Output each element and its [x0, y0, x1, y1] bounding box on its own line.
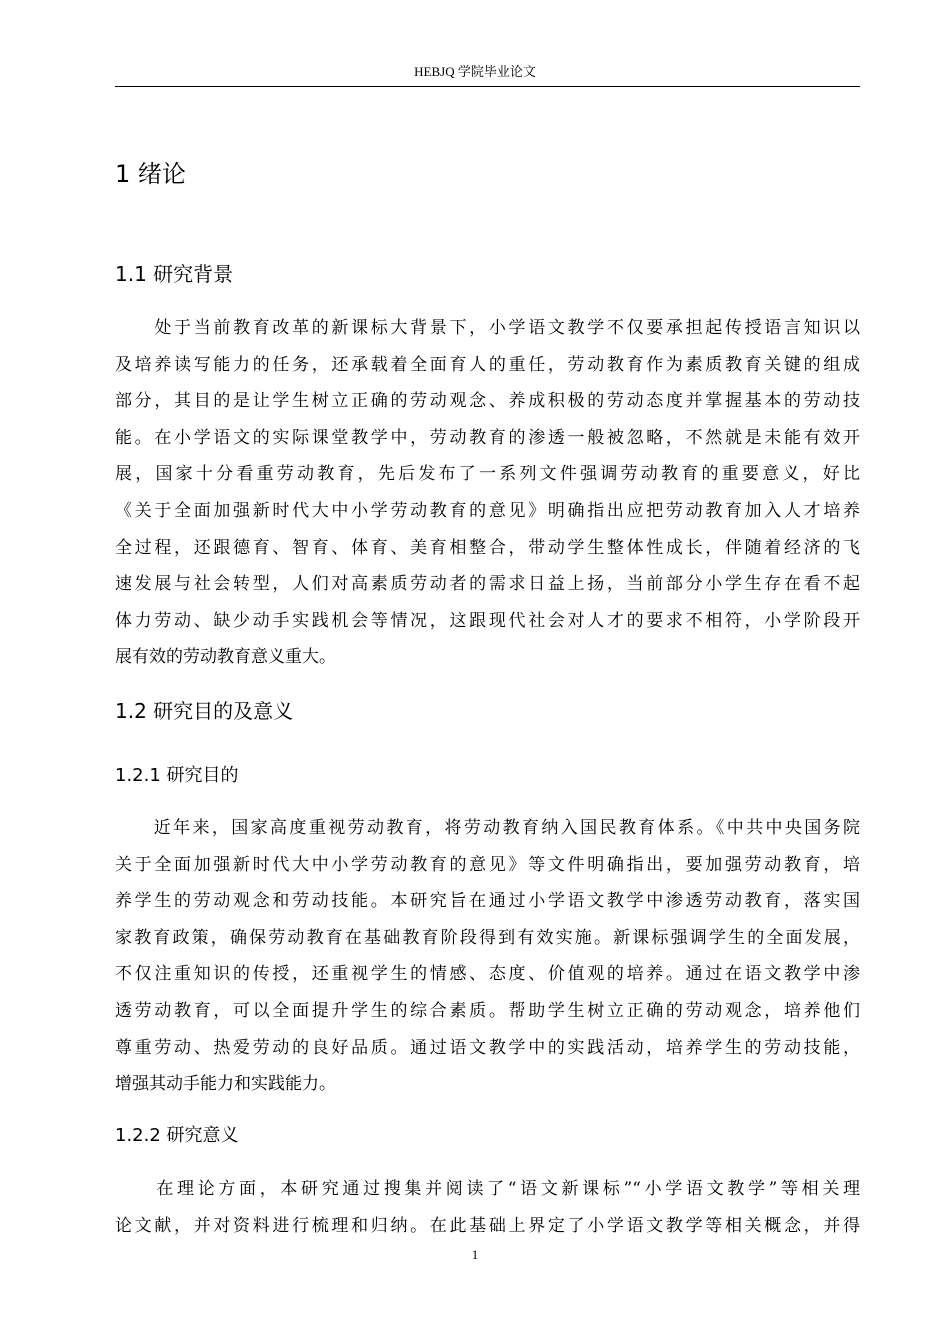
paragraph-line: 部分，其目的是让学生树立正确的劳动观念、养成积极的劳动态度并掌握基本的劳动技	[115, 391, 860, 412]
paragraph-line: 及培养读写能力的任务，还承载着全面育人的重任，劳动教育作为素质教育关键的组成	[115, 354, 860, 375]
paragraph-line: 能。在小学语文的实际课堂教学中，劳动教育的渗透一般被忽略，不然就是未能有效开	[115, 427, 860, 448]
paragraph-line: 体力劳动、缺少动手实践机会等情况，这跟现代社会对人才的要求不相符，小学阶段开	[115, 610, 860, 631]
paragraph-line: 展有效的劳动教育意义重大。	[115, 647, 336, 668]
paragraph-line: 处于当前教育改革的新课标大背景下，小学语文教学不仅要承担起传授语言知识以	[115, 318, 860, 338]
paragraph-line: 养学生的劳动观念和劳动技能。本研究旨在通过小学语文教学中渗透劳动教育，落实国	[115, 891, 860, 912]
paragraph-line: 透劳动教育，可以全面提升学生的综合素质。帮助学生树立正确的劳动观念，培养他们	[115, 1000, 860, 1021]
paragraph-line: 增强其动手能力和实践能力。	[115, 1074, 336, 1095]
paragraph-line: 论文献，并对资料进行梳理和归纳。在此基础上界定了小学语文教学等相关概念，并得	[115, 1215, 860, 1236]
paragraph-line: 展，国家十分看重劳动教育，先后发布了一系列文件强调劳动教育的重要意义，好比	[115, 464, 860, 485]
header-divider	[115, 86, 860, 87]
paragraph-significance	[115, 1171, 860, 1244]
page-number: 1	[471, 1247, 479, 1262]
header-title: HEBJQ 学院毕业论文	[414, 64, 536, 79]
subsection-heading-purpose: 1.2.1 研究目的	[115, 765, 239, 786]
paragraph-purpose	[115, 810, 860, 1103]
paragraph-line: 在理论方面，本研究通过搜集并阅读了“语文新课标”“小学语文教学”等相关理	[115, 1179, 860, 1199]
paragraph-line: 不仅注重知识的传授，还重视学生的情感、态度、价值观的培养。通过在语文教学中渗	[115, 964, 860, 985]
section-heading-background: 1.1 研究背景	[115, 262, 234, 286]
paragraph-line: 尊重劳动、热爱劳动的良好品质。通过语文教学中的实践活动，培养学生的劳动技能，	[115, 1037, 860, 1058]
paragraph-background	[115, 310, 860, 676]
paragraph-line: 家教育政策，确保劳动教育在基础教育阶段得到有效实施。新课标强调学生的全面发展，	[115, 927, 860, 948]
paragraph-line: 关于全面加强新时代大中小学劳动教育的意见》等文件明确指出，要加强劳动教育，培	[115, 854, 860, 875]
subsection-heading-significance: 1.2.2 研究意义	[115, 1125, 239, 1146]
section-heading-purpose-significance: 1.2 研究目的及意义	[115, 699, 294, 723]
paragraph-line: 速发展与社会转型，人们对高素质劳动者的需求日益上扬，当前部分小学生存在看不起	[115, 574, 860, 595]
paragraph-line: 全过程，还跟德育、智育、体育、美育相整合，带动学生整体性成长，伴随着经济的飞	[115, 537, 860, 558]
paragraph-line: 《关于全面加强新时代大中小学劳动教育的意见》明确指出应把劳动教育加入人才培养	[115, 500, 860, 521]
paragraph-line: 近年来，国家高度重视劳动教育，将劳动教育纳入国民教育体系。《中共中央国务院	[115, 818, 860, 838]
chapter-heading: 1 绪论	[115, 160, 186, 188]
